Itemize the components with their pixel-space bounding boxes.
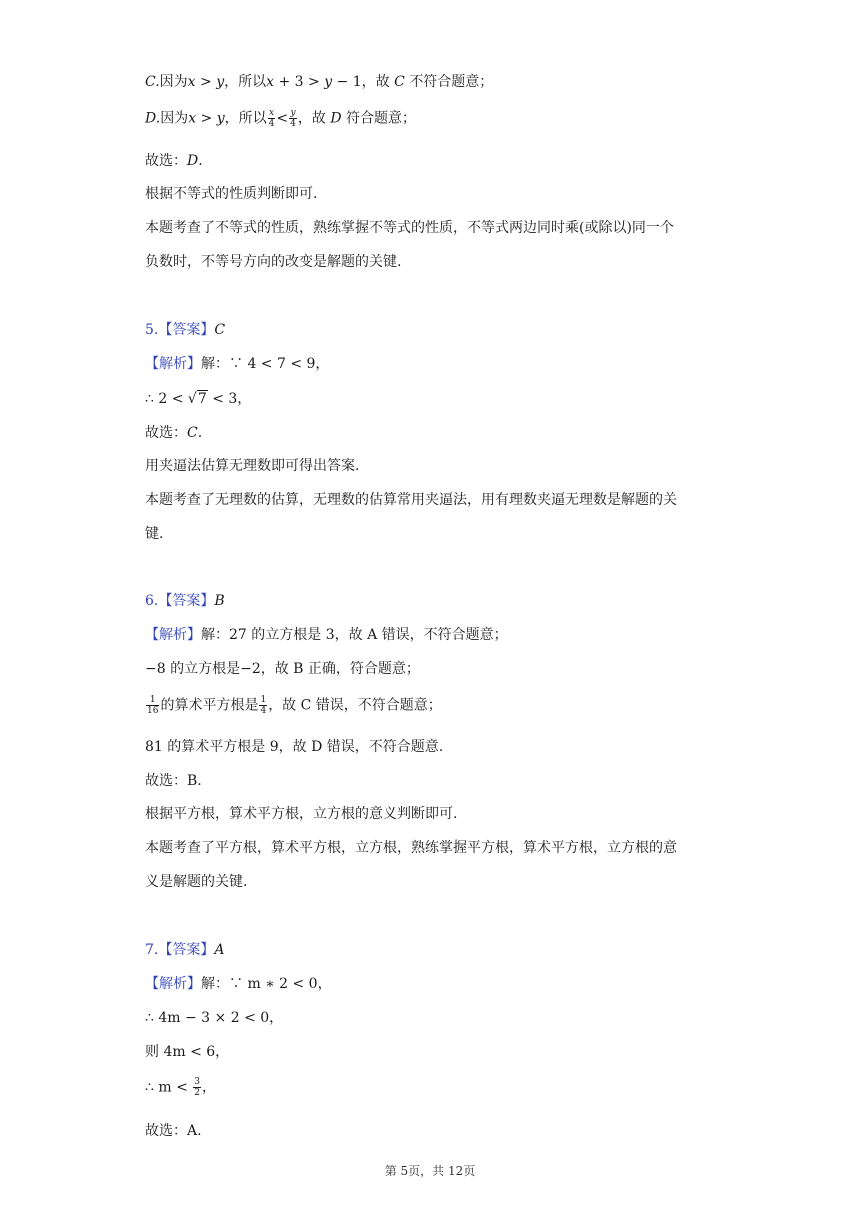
q7-answer-heading: 7.【答案】A — [145, 942, 225, 958]
q6-line-4: 81 的算术平方根是 9，故 D 错误，不符合题意. — [145, 739, 444, 755]
q5-answer-heading: 5.【答案】C — [145, 322, 226, 338]
q6-choose: 故选：B. — [145, 773, 202, 789]
q7-line-2: ∴ 4m − 3 × 2 < 0， — [145, 1010, 284, 1026]
q6-answer-heading: 6.【答案】B — [145, 593, 225, 609]
q6-line-2: −8 的立方根是−2，故 B 正确，符合题意； — [145, 661, 420, 677]
q7-line-4: ∴ m < $\frac{3}{2}$ ， — [145, 1077, 216, 1098]
method-line-1: 根据不等式的性质判断即可. — [145, 186, 318, 202]
q5-step2: ∴ 2 < √7 < 3， — [145, 391, 252, 407]
q7-line-3: 则 4m < 6， — [145, 1044, 230, 1060]
q6-method: 根据平方根，算术平方根，立方根的意义判断即可. — [145, 806, 458, 822]
option-d-line: D.因为x > y，所以 $\frac{x}{4}$ < $\frac{y}{4}$ ，故 D 符合题意； — [145, 108, 416, 129]
option-c-line: C.因为x > y，所以x + 3 > y − 1，故 C 不符合题意； — [145, 74, 494, 90]
q5-method: 用夹逼法估算无理数即可得出答案. — [145, 458, 360, 474]
page-footer: 第 5页，共 12页 — [384, 1164, 476, 1178]
q7-choose: 故选：A. — [145, 1123, 202, 1139]
q5-summary-b: 键. — [145, 526, 164, 542]
q6-summary-b: 义是解题的关键. — [145, 874, 248, 890]
q5-choose: 故选：C. — [145, 425, 203, 441]
q5-summary-a: 本题考查了无理数的估算，无理数的估算常用夹逼法，用有理数夹逼无理数是解题的关 — [145, 492, 677, 508]
q6-summary-a: 本题考查了平方根，算术平方根，立方根，熟练掌握平方根，算术平方根，立方根的意 — [145, 840, 677, 856]
summary-line-1a: 本题考查了不等式的性质，熟练掌握不等式的性质，不等式两边同时乘(或除以)同一个 — [145, 220, 674, 236]
q5-analysis-line: 【解析】解：∵ 4 < 7 < 9， — [145, 356, 330, 372]
q6-line-3: $\frac{1}{16}$ 的算术平方根是 $\frac{1}{4}$ ，故 C 错误，不符合题意； — [147, 695, 442, 716]
q7-analysis-line: 【解析】解：∵ m ∗ 2 < 0， — [145, 976, 332, 992]
choose-d-line: 故选：D. — [145, 153, 203, 169]
q6-analysis-line: 【解析】解：27 的立方根是 3，故 A 错误，不符合题意； — [145, 627, 508, 643]
summary-line-1b: 负数时，不等号方向的改变是解题的关键. — [145, 254, 402, 270]
